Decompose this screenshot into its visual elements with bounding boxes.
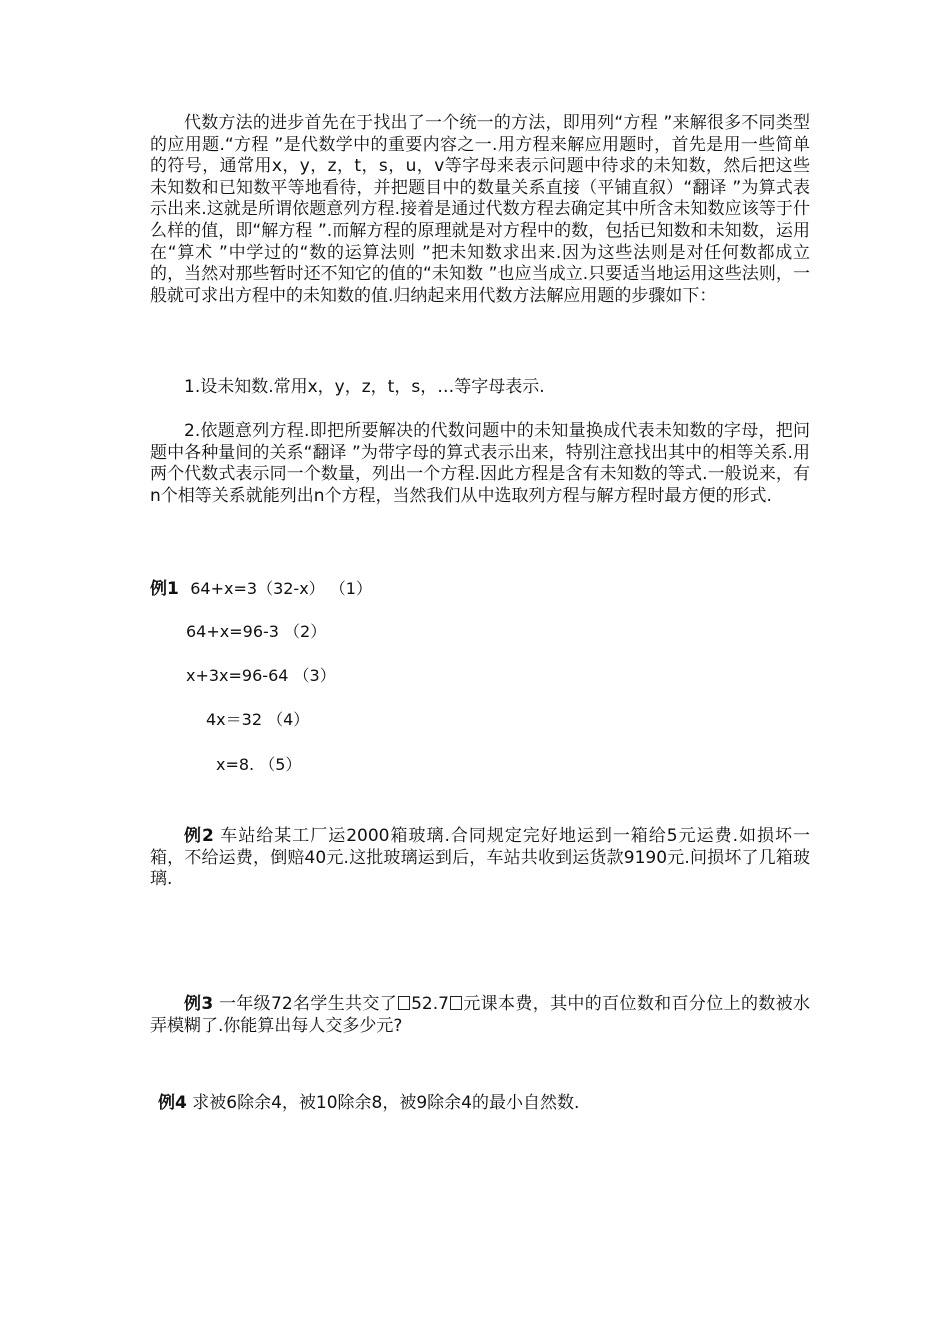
example-1-equation-2: 64+x=96-3 （2） <box>186 622 327 641</box>
example-3-label: 例3 <box>184 994 214 1014</box>
example-1-equation-5: x=8. （5） <box>216 755 302 774</box>
intro-paragraph: 代数方法的进步首先在于找出了一个统一的方法，即用列“方程 ”来解很多不同类型的应用题.“方程 ”是代数学中的重要内容之一.用方程来解应用题时，首先是用一些简单的符号，通常用x，y，z，t，s，u，v等字母来表示问题中待求的未知数，然后把这些未知数和已知数平等地看待，并把题目中的数量关系直接（平铺直叙）“翻译 ”为算式表示出来.这就是所谓依题意列方程.接着是通过代数方程去确定其中所含未知数应该等于什么样的值，即“解方程 ”.而解方程的原理就是对方程中的数，包括已知数和未知数，运用在“算术 ”中学过的“数的运算法则 ”把未知数求出来.因为这些法则是对任何数都成立的，当然对那些暂时还不知它的值的“未知数 ”也应当成立.只要适当地运用这些法则，一般就可求出方程中的未知数的值.归纳起来用代数方法解应用题的步骤如下： <box>150 113 810 306</box>
example-4-paragraph <box>158 1088 579 1113</box>
example-4-label: 例4 <box>158 1093 187 1113</box>
blurred-digit-box <box>450 996 462 1010</box>
example-1-equation-1: 64+x=3（32-x） （1） <box>190 579 372 598</box>
step-1-paragraph: 1.设未知数.常用x，y，z，t，s，…等字母表示. <box>184 377 545 397</box>
example-2-text: 车站给某工厂运2000箱玻璃.合同规定完好地运到一箱给5元运费.如损坏一箱，不给运费，倒赔40元.这批玻璃运到后，车站共收到运货款9190元.问损坏了几箱玻璃. <box>150 826 810 890</box>
step-2-paragraph: 2.依题意列方程.即把所要解决的代数问题中的未知量换成代表未知数的字母，把问题中各种量间的关系“翻译 ”为带字母的算式表示出来，特别注意找出其中的相等关系.用两个代数式表示同一个数量，列出一个方程.因此方程是含有未知数的等式.一般说来，有n个相等关系就能列出n个方程，当然我们从中选取列方程与解方程时最方便的形式. <box>150 421 810 506</box>
example-3-text-b: 52.7 <box>411 994 449 1014</box>
example-1-header <box>150 574 372 599</box>
example-2-label: 例2 <box>184 826 214 846</box>
example-1-label: 例1 <box>150 579 179 599</box>
example-2-paragraph <box>150 826 810 891</box>
example-4-text: 求被6除余4，被10除余8，被9除余4的最小自然数. <box>192 1093 580 1113</box>
example-3-text-c: 元课本费，其中的百位数和百分位上的数被水弄模糊了.你能算出每人交多少元? <box>150 994 810 1036</box>
example-3-text-a: 一年级72名学生共交了 <box>218 994 398 1014</box>
example-3-paragraph <box>150 994 810 1037</box>
example-1-equation-3: x+3x=96-64 （3） <box>186 666 336 685</box>
example-1-equation-4: 4x＝32 （4） <box>206 710 310 729</box>
blurred-digit-box <box>398 996 410 1010</box>
